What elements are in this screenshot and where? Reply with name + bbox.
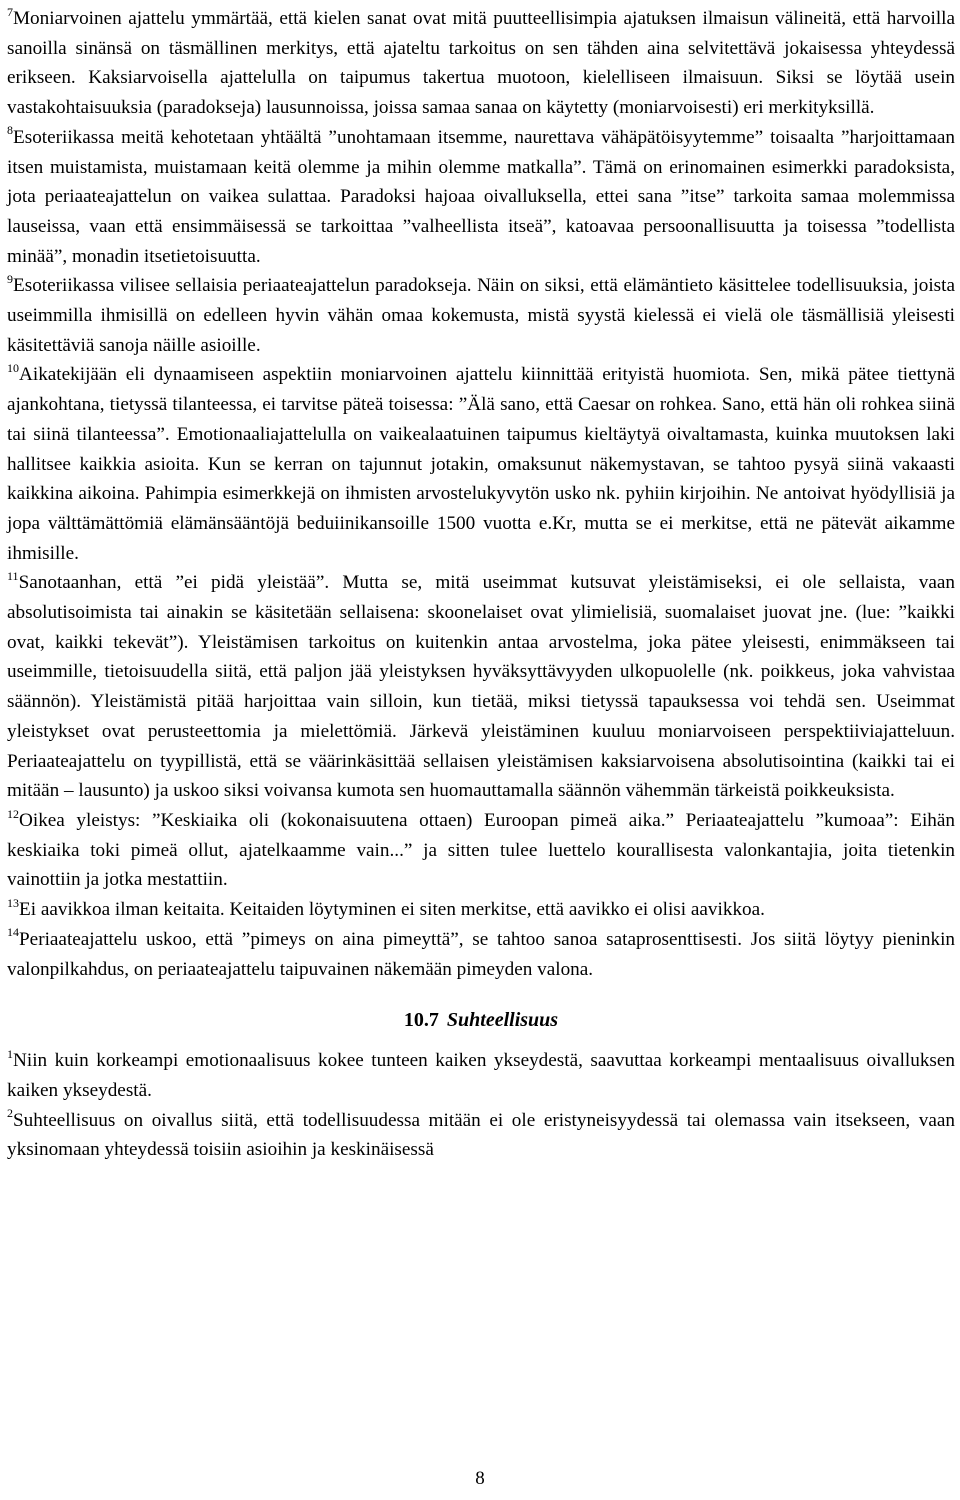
paragraph-number: 14 [7, 925, 19, 940]
paragraph-8 [7, 123, 955, 272]
paragraph-number: 12 [7, 806, 19, 821]
paragraph-text: Aikatekijään eli dynaamiseen aspektiin moniarvoinen ajattelu kiinnittää erityistä huomiota. Sen, mikä pätee tiettynä ajankohtana, tietyssä tilanteessa, ei tarvitse päteä toisessa: ”Älä sano, että Caesar on rohkea. Sano, että hän oli rohkea siinä tai siinä tilanteessa”. Emotionaaliajattelulla on vaikealaatuinen taipumus kieltäytyä oivaltamasta, kuinka muutoksen laki hallitsee kaikkia asioita. Kun se kerran on tajunnut jotakin, omaksunut näkemystavan, se tahtoo pysyä siinä vakaasti kaikkina aikoina. Pahimpia esimerkkejä on ihmisten arvostelukyvytön usko nk. pyhiin kirjoihin. Ne antoivat hyödyllisiä ja jopa välttämättömiä elämänsääntöjä beduiinikansoille 1500 vuotta e.Kr, mutta se ei merkitse, että ne pätevät aikamme ihmisille. [7, 364, 955, 564]
paragraph-2 [7, 1106, 955, 1165]
paragraph-1 [7, 1046, 955, 1105]
paragraph-text: Niin kuin korkeampi emotionaalisuus kokee tunteen kaiken ykseydestä, saavuttaa korkeampi mentaalisuus oivalluksen kaiken ykseydestä. [7, 1050, 955, 1101]
paragraph-number: 7 [7, 4, 13, 19]
paragraph-9 [7, 271, 955, 360]
section-number: 10.7 [403, 1009, 439, 1032]
paragraph-number: 11 [7, 568, 19, 583]
paragraph-text: Ei aavikkoa ilman keitaita. Keitaiden löytyminen ei siten merkitse, että aavikko ei olisi aavikkoa. [19, 899, 765, 921]
page-number: 8 [475, 1468, 485, 1489]
paragraph-number: 8 [7, 123, 13, 138]
paragraph-12 [7, 806, 955, 895]
paragraph-text: Oikea yleistys: ”Keskiaika oli (kokonaisuutena ottaen) Euroopan pimeä aika.” Periaateajattelu ”kumoaa”: Eihän keskiaika toki pimeä ollut, ajatelkaamme vain...” ja sitten tulee luettelo kourallisesta valonkantajia, joita tietenkin vainottiin ja jotka mestattiin. [7, 809, 955, 891]
paragraph-number: 13 [7, 895, 19, 910]
paragraph-text: Suhteellisuus on oivallus siitä, että todellisuudessa mitään ei ole eristyneisyydessä tai olemassa vain itsekseen, vaan yksinomaan yhteydessä toisiin asioihin ja keskinäisessä [7, 1109, 955, 1161]
paragraph-number: 9 [7, 271, 13, 286]
paragraph-text: Periaateajattelu uskoo, että ”pimeys on aina pimeyttä”, se tahtoo sanoa sataprosenttisesti. Jos siitä löytyy pieninkin valonpilkahdus, on periaateajattelu taipuvainen näkemään pimeyden valona. [7, 928, 955, 980]
section-title: Suhteellisuus [446, 1009, 559, 1032]
paragraph-7 [7, 4, 955, 123]
paragraph-text: Esoteriikassa vilisee sellaisia periaateajattelun paradokseja. Näin on siksi, että elämäntieto käsittelee todellisuuksia, joista useimmilla ihmisillä on edelleen hyvin vähän omaa kokemusta, mistä syystä kielessä ei vielä ole täsmällisiä yleisesti käsitettäviä sanoja näille asioille. [7, 275, 955, 356]
paragraph-text: Sanotaanhan, että ”ei pidä yleistää”. Mutta se, mitä useimmat kutsuvat yleistämiseksi, ei ole sellaista, vaan absolutisoimista tai ainakin se käsitetään sellaisena: skoonelaiset ovat ylimielisiä, suomalaiset juovat jne. (lue: ”kaikki ovat, kaikki tekevät”). Yleistämisen tarkoitus on kuitenkin antaa arvostelma, joka pätee yleisesti, enimmäkseen tai useimmille, tietoisuudella siitä, että paljon jää yleistyksen hyväksyttävyyden ulkopuolelle (nk. poikkeus, joka vahvistaa säännön). Yleistämistä pitää harjoittaa vain silloin, kun tietää, miksi tietyssä tapauksessa voi tehdä sen. Useimmat yleistykset ovat perusteettomia ja mielettömiä. Järkevä yleistäminen kuuluu moniarvoiseen perspektiiviajatteluun. Periaateajattelu on tyypillistä, että se väärinkäsittää sellaisen yleistämisen kaksiarvoisena absolutisointina (kaikki tai ei mitään – lausunto) ja uskoo siksi voivansa kumota sen huomauttamalla säännön vähemmän tärkeistä poikkeuksista. [7, 572, 955, 802]
section-heading [7, 1006, 955, 1034]
document-page [7, 4, 955, 1165]
paragraph-number: 10 [7, 361, 19, 376]
paragraph-11 [7, 568, 955, 806]
paragraph-10 [7, 360, 955, 568]
paragraph-13 [7, 895, 955, 925]
paragraph-14 [7, 925, 955, 984]
paragraph-text: Esoteriikassa meitä kehotetaan yhtäältä ”unohtamaan itsemme, naurettava vähäpätöisyytemme” toisaalta ”harjoittamaan itsen muistamista, muistamaan keitä olemme ja mihin olemme matkalla”. Tämä on erinomainen esimerkki paradoksista, jota periaateajattelun on vaikea sulattaa. Paradoksi hajoaa oivalluksella, ettei sana ”itse” tarkoita samaa molemmissa lauseissa, vaan että ensimmäisessä se tarkoittaa ”valheellista itseä”, katoavaa persoonallisuutta ja toisessa ”todellista minää”, monadin itsetietoisuutta. [7, 126, 955, 267]
paragraph-text: Moniarvoinen ajattelu ymmärtää, että kielen sanat ovat mitä puutteellisimpia ajatuksen ilmaisun välineitä, että harvoilla sanoilla sinänsä on täsmällinen merkitys, että ajateltu tarkoitus on sen tähden aina selvitettävä jokaisessa yhteydessä erikseen. Kaksiarvoisella ajattelulla on taipumus takertua muotoon, kielelliseen ilmaisuun. Siksi se löytää usein vastakohtaisuuksia (paradokseja) lausunnoissa, joissa samaa sanaa on käytetty (moniarvoisesti) eri merkityksillä. [7, 8, 955, 119]
paragraph-number: 1 [7, 1046, 13, 1061]
paragraph-number: 2 [7, 1106, 13, 1121]
